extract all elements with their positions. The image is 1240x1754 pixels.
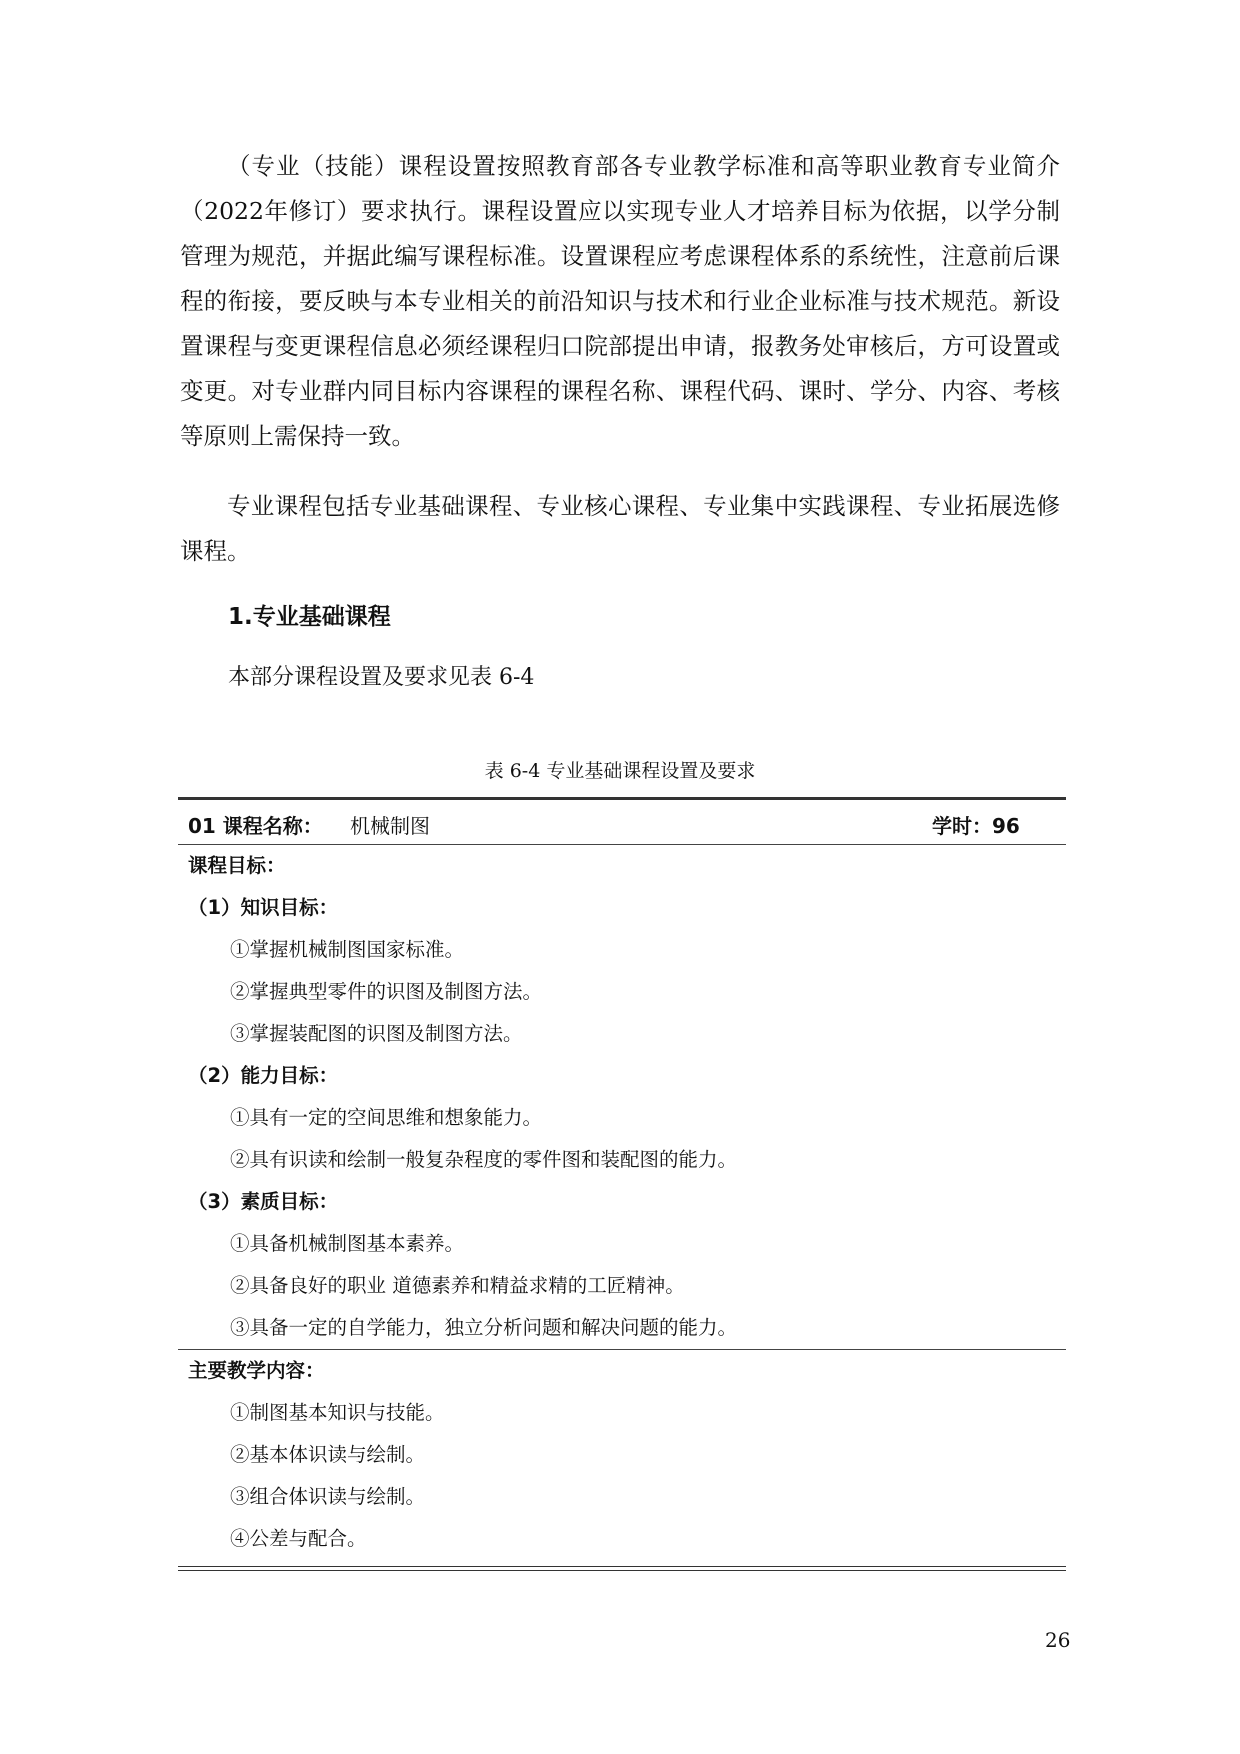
- list-item: ③掌握装配图的识图及制图方法。: [230, 1022, 523, 1045]
- quality-title: （3）素质目标：: [188, 1190, 339, 1213]
- list-item: ③具备一定的自学能力，独立分析问题和解决问题的能力。: [230, 1316, 738, 1339]
- list-item: ④公差与配合。: [230, 1527, 367, 1550]
- objectives-title: 课程目标：: [188, 854, 286, 877]
- knowledge-title: （1）知识目标：: [188, 896, 339, 919]
- ability-title: （2）能力目标：: [188, 1064, 339, 1087]
- list-item: ③组合体识读与绘制。: [230, 1485, 426, 1508]
- list-item: ①掌握机械制图国家标准。: [230, 938, 465, 961]
- content-title: 主要教学内容：: [188, 1359, 325, 1382]
- list-item: ②具有识读和绘制一般复杂程度的零件图和装配图的能力。: [230, 1148, 738, 1171]
- list-item: ①具有一定的空间思维和想象能力。: [230, 1106, 543, 1129]
- list-item: ②基本体识读与绘制。: [230, 1443, 426, 1466]
- page-number: 26: [1045, 1628, 1071, 1652]
- list-item: ②掌握典型零件的识图及制图方法。: [230, 980, 543, 1003]
- course-hours: 学时：96: [932, 814, 1020, 838]
- list-item: ①制图基本知识与技能。: [230, 1401, 445, 1424]
- course-table: [178, 797, 1066, 1571]
- course-name-label: 01 课程名称：: [188, 814, 323, 838]
- section-heading: 1.专业基础课程: [228, 604, 391, 630]
- course-name: 机械制图: [350, 814, 430, 838]
- course-header-row: [178, 800, 1066, 844]
- list-item: ①具备机械制图基本素养。: [230, 1232, 465, 1255]
- intro-paragraph: （专业（技能）课程设置按照教育部各专业教学标准和高等职业教育专业简介（2022年修订）要求执行。课程设置应以实现专业人才培养目标为依据，以学分制管理为规范，并据此编写课程标准。设置课程应考虑课程体系的系统性，注意前后课程的衔接，要反映与本专业相关的前沿知识与技术和行业企业标准与技术规范。新设置课程与变更课程信息必须经课程归口院部提出申请，报教务处审核后，方可设置或变更。对专业群内同目标内容课程的课程名称、课程代码、课时、学分、内容、考核等原则上需保持一致。: [180, 152, 1060, 450]
- list-item: ②具备良好的职业 道德素养和精益求精的工匠精神。: [230, 1274, 685, 1297]
- course-types-paragraph: 专业课程包括专业基础课程、专业核心课程、专业集中实践课程、专业拓展选修课程。: [180, 492, 1060, 565]
- table-reference: 本部分课程设置及要求见表 6-4: [228, 665, 535, 690]
- table-bottom-rule: [178, 1566, 1066, 1571]
- table-caption: 表 6-4 专业基础课程设置及要求: [484, 760, 756, 782]
